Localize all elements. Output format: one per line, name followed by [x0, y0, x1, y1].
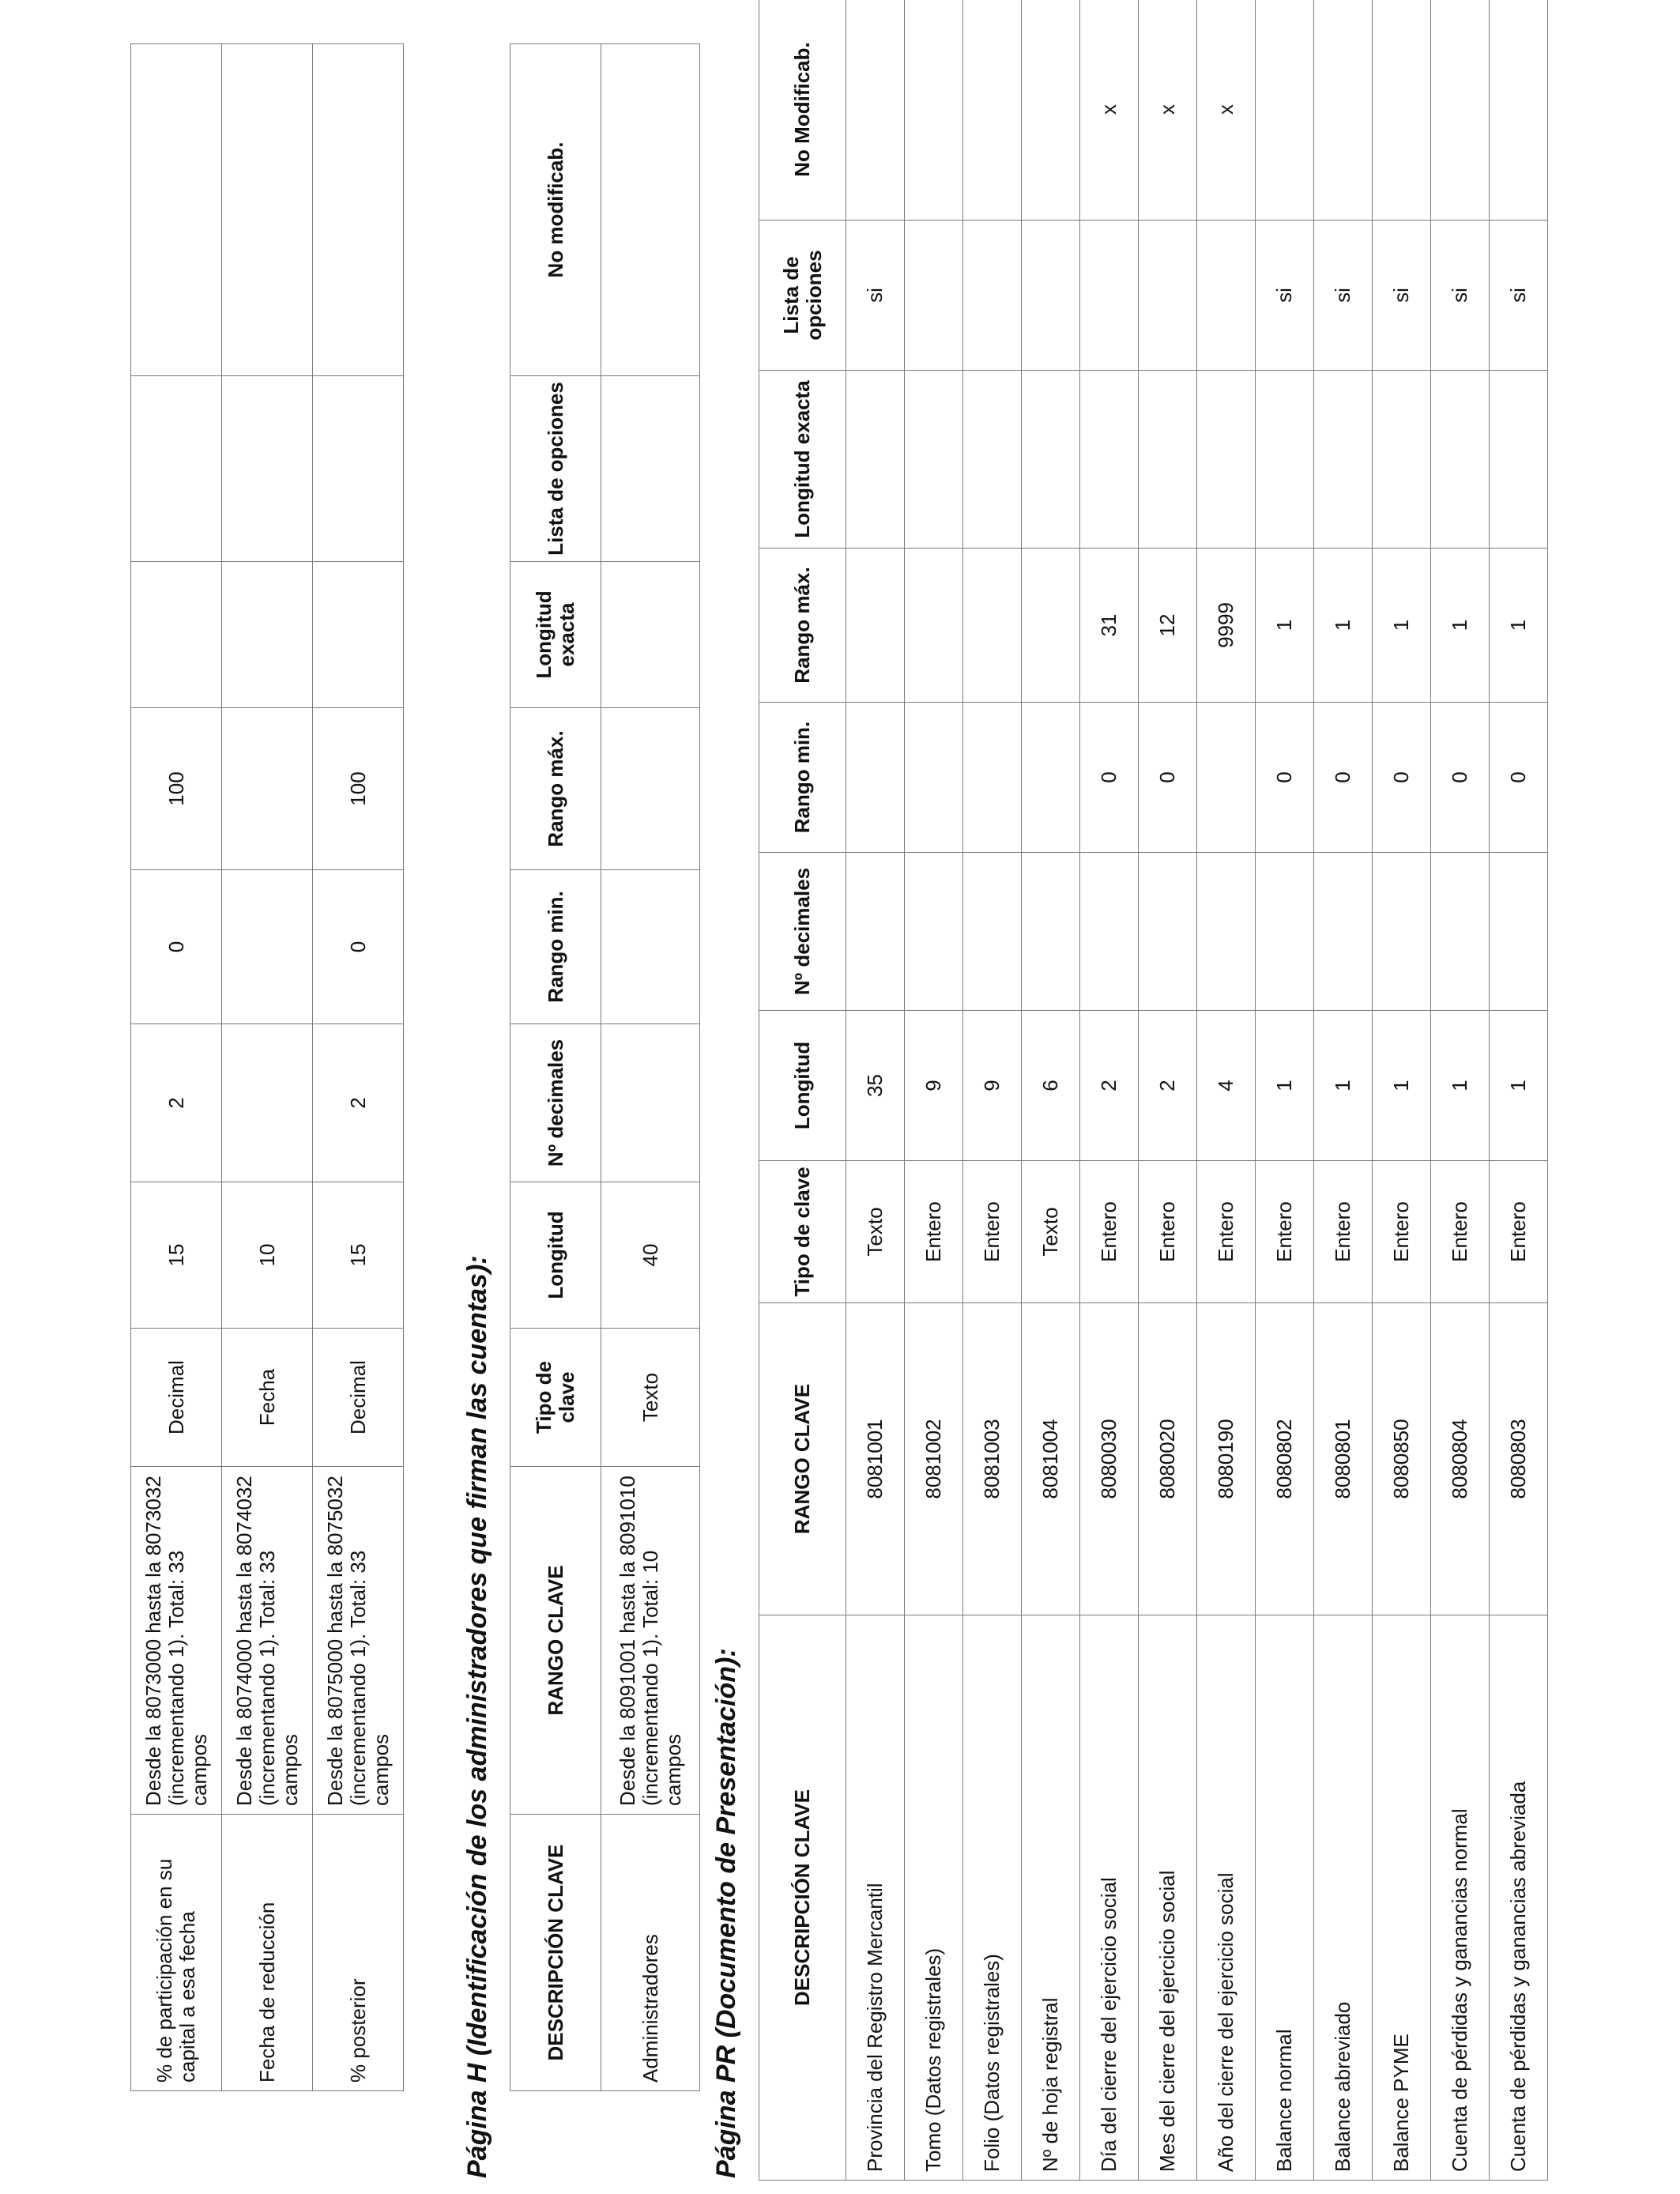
pr-cell-descripcion: Nº de hoja registral: [1022, 1615, 1080, 2181]
top-cell-descripcion: % posterior: [313, 1815, 404, 2091]
pr-cell-rango-clave: 8080030: [1080, 1303, 1139, 1615]
pr-row: [1256, 0, 1314, 2181]
top-cell-longitud-exacta: [313, 562, 404, 708]
pr-cell-num-decimales: [1139, 853, 1197, 1011]
pr-cell-lista-opciones: si: [846, 221, 905, 371]
pr-cell-rango-max: [905, 548, 963, 703]
pr-cell-no-modificable: [905, 0, 963, 221]
pr-cell-lista-opciones: si: [1314, 221, 1373, 371]
h-cell-num-decimales: [601, 1024, 700, 1182]
h-row: [601, 44, 700, 2091]
pr-cell-longitud-exacta: [1314, 371, 1373, 548]
pr-cell-descripcion: Folio (Datos registrales): [963, 1615, 1022, 2181]
pr-cell-no-modificable: [1373, 0, 1431, 221]
pr-cell-longitud-exacta: [1490, 371, 1548, 548]
top-cell-rango-max: 100: [131, 708, 222, 870]
pr-cell-rango-clave: 8080802: [1256, 1303, 1314, 1615]
pr-cell-tipo-clave: Entero: [1080, 1161, 1139, 1303]
pr-row: [905, 0, 963, 2181]
pr-cell-tipo-clave: Entero: [1490, 1161, 1548, 1303]
pr-cell-descripcion: Tomo (Datos registrales): [905, 1615, 963, 2181]
h-cell-rango-clave: Desde la 8091001 hasta la 8091010 (incrementando 1). Total: 10 campos: [601, 1467, 700, 1815]
top-cell-lista-opciones: [313, 376, 404, 562]
pr-cell-rango-max: 1: [1314, 548, 1373, 703]
pr-row: [963, 0, 1022, 2181]
pr-cell-rango-max: 1: [1373, 548, 1431, 703]
pr-cell-rango-clave: 8080804: [1431, 1303, 1490, 1615]
section-h-table: [510, 43, 700, 2091]
pr-cell-rango-min: 0: [1490, 703, 1548, 853]
top-cell-rango-min: 0: [131, 870, 222, 1024]
section-h-title: Página H (Identificación de los administradores que firman las cuentas):: [462, 1255, 492, 2178]
top-cell-descripcion: Fecha de reducción: [222, 1815, 313, 2091]
pr-header-rango-clave: RANGO CLAVE: [759, 1303, 846, 1615]
pr-cell-no-modificable: [1256, 0, 1314, 221]
pr-row: [846, 0, 905, 2181]
pr-row: [1080, 0, 1139, 2181]
h-header-longitud: Longitud: [510, 1182, 601, 1329]
top-cell-tipo-clave: Fecha: [222, 1329, 313, 1467]
pr-cell-rango-max: 31: [1080, 548, 1139, 703]
pr-cell-rango-clave: 8081004: [1022, 1303, 1080, 1615]
pr-cell-rango-max: [963, 548, 1022, 703]
pr-cell-longitud-exacta: [1256, 371, 1314, 548]
pr-cell-lista-opciones: [1197, 221, 1256, 371]
pr-cell-longitud-exacta: [1197, 371, 1256, 548]
pr-cell-descripcion: Mes del cierre del ejercicio social: [1139, 1615, 1197, 2181]
pr-cell-num-decimales: [1490, 853, 1548, 1011]
pr-cell-tipo-clave: Entero: [963, 1161, 1022, 1303]
pr-cell-rango-max: 12: [1139, 548, 1197, 703]
pr-cell-longitud-exacta: [963, 371, 1022, 548]
h-header-longitud-exacta: Longitud exacta: [510, 562, 601, 708]
pr-cell-longitud: 1: [1490, 1011, 1548, 1161]
pr-cell-tipo-clave: Entero: [1139, 1161, 1197, 1303]
top-cell-no-modificable: [222, 44, 313, 376]
h-cell-rango-min: [601, 870, 700, 1024]
pr-row: [1314, 0, 1373, 2181]
pr-cell-no-modificable: x: [1139, 0, 1197, 221]
pr-header-lista-opciones: Lista de opciones: [759, 221, 846, 371]
top-cell-rango-clave: Desde la 8074000 hasta la 8074032 (incrementando 1). Total: 33 campos: [222, 1467, 313, 1815]
pr-cell-rango-min: [963, 703, 1022, 853]
pr-cell-num-decimales: [905, 853, 963, 1011]
pr-cell-rango-min: 0: [1373, 703, 1431, 853]
pr-cell-rango-min: 0: [1139, 703, 1197, 853]
pr-cell-descripcion: Año del cierre del ejercicio social: [1197, 1615, 1256, 2181]
top-cell-no-modificable: [131, 44, 222, 376]
pr-cell-longitud: 4: [1197, 1011, 1256, 1161]
pr-cell-rango-clave: 8081002: [905, 1303, 963, 1615]
pr-cell-no-modificable: [1431, 0, 1490, 221]
h-header-tipo-clave: Tipo de clave: [510, 1329, 601, 1467]
pr-cell-rango-min: 0: [1080, 703, 1139, 853]
pr-cell-rango-min: [905, 703, 963, 853]
pr-cell-no-modificable: [846, 0, 905, 221]
pr-cell-lista-opciones: si: [1256, 221, 1314, 371]
pr-cell-longitud-exacta: [1139, 371, 1197, 548]
top-cell-rango-clave: Desde la 8073000 hasta la 8073032 (incrementando 1). Total: 33 campos: [131, 1467, 222, 1815]
h-cell-tipo-clave: Texto: [601, 1329, 700, 1467]
pr-cell-longitud: 1: [1431, 1011, 1490, 1161]
pr-cell-descripcion: Cuenta de pérdidas y ganancias normal: [1431, 1615, 1490, 2181]
pr-row: [1373, 0, 1431, 2181]
pr-cell-rango-clave: 8080803: [1490, 1303, 1548, 1615]
section-pr-table: [759, 0, 1548, 2181]
top-cell-rango-min: [222, 870, 313, 1024]
pr-cell-rango-max: 9999: [1197, 548, 1256, 703]
top-cell-lista-opciones: [222, 376, 313, 562]
top-cell-tipo-clave: Decimal: [313, 1329, 404, 1467]
pr-cell-rango-min: [1022, 703, 1080, 853]
pr-cell-num-decimales: [963, 853, 1022, 1011]
pr-cell-rango-clave: 8081003: [963, 1303, 1022, 1615]
pr-cell-longitud: 9: [963, 1011, 1022, 1161]
h-cell-lista-opciones: [601, 376, 700, 562]
pr-cell-longitud: 2: [1080, 1011, 1139, 1161]
pr-cell-num-decimales: [1373, 853, 1431, 1011]
top-row: [131, 44, 222, 2091]
h-cell-longitud-exacta: [601, 562, 700, 708]
pr-cell-num-decimales: [846, 853, 905, 1011]
pr-row: [1490, 0, 1548, 2181]
pr-cell-no-modificable: x: [1080, 0, 1139, 221]
pr-cell-tipo-clave: Texto: [846, 1161, 905, 1303]
pr-cell-lista-opciones: si: [1490, 221, 1548, 371]
pr-cell-num-decimales: [1431, 853, 1490, 1011]
top-cell-rango-max: 100: [313, 708, 404, 870]
pr-cell-longitud-exacta: [1431, 371, 1490, 548]
top-cell-no-modificable: [313, 44, 404, 376]
pr-cell-tipo-clave: Entero: [1373, 1161, 1431, 1303]
pr-cell-descripcion: Balance normal: [1256, 1615, 1314, 2181]
pr-header-num-decimales: Nº decimales: [759, 853, 846, 1011]
pr-row: [1139, 0, 1197, 2181]
top-cell-longitud-exacta: [222, 562, 313, 708]
h-header-no-modificable: No modificab.: [510, 44, 601, 376]
h-cell-longitud: 40: [601, 1182, 700, 1329]
pr-cell-lista-opciones: [1139, 221, 1197, 371]
pr-row: [1431, 0, 1490, 2181]
pr-header-tipo-clave: Tipo de clave: [759, 1161, 846, 1303]
pr-cell-tipo-clave: Entero: [1314, 1161, 1373, 1303]
top-cell-num-decimales: 2: [313, 1024, 404, 1182]
pr-cell-descripcion: Balance abreviado: [1314, 1615, 1373, 2181]
pr-cell-lista-opciones: [905, 221, 963, 371]
h-cell-no-modificable: [601, 44, 700, 376]
top-row: [222, 44, 313, 2091]
section-pr-title: Página PR (Documento de Presentación):: [711, 1648, 741, 2178]
pr-cell-longitud-exacta: [1373, 371, 1431, 548]
top-row: [313, 44, 404, 2091]
pr-cell-no-modificable: [1490, 0, 1548, 221]
top-cell-rango-clave: Desde la 8075000 hasta la 8075032 (incrementando 1). Total: 33 campos: [313, 1467, 404, 1815]
pr-cell-rango-max: 1: [1490, 548, 1548, 703]
pr-cell-longitud-exacta: [1080, 371, 1139, 548]
top-cell-lista-opciones: [131, 376, 222, 562]
pr-header-rango-min: Rango min.: [759, 703, 846, 853]
pr-cell-num-decimales: [1080, 853, 1139, 1011]
top-cell-descripcion: % de participación en su capital a esa fecha: [131, 1815, 222, 2091]
pr-cell-tipo-clave: Texto: [1022, 1161, 1080, 1303]
continuation-table: [130, 43, 404, 2091]
pr-cell-rango-min: 0: [1256, 703, 1314, 853]
h-header-rango-clave: RANGO CLAVE: [510, 1467, 601, 1815]
pr-cell-lista-opciones: [1080, 221, 1139, 371]
pr-row: [1197, 0, 1256, 2181]
pr-header-longitud-exacta: Longitud exacta: [759, 371, 846, 548]
h-header-rango-min: Rango min.: [510, 870, 601, 1024]
pr-cell-lista-opciones: [1022, 221, 1080, 371]
pr-cell-longitud: 1: [1373, 1011, 1431, 1161]
pr-cell-descripcion: Día del cierre del ejercicio social: [1080, 1615, 1139, 2181]
h-header-rango-max: Rango máx.: [510, 708, 601, 870]
pr-cell-rango-clave: 8080801: [1314, 1303, 1373, 1615]
pr-cell-rango-max: [846, 548, 905, 703]
pr-cell-longitud-exacta: [905, 371, 963, 548]
pr-cell-num-decimales: [1256, 853, 1314, 1011]
pr-cell-no-modificable: [963, 0, 1022, 221]
pr-cell-tipo-clave: Entero: [1431, 1161, 1490, 1303]
pr-cell-num-decimales: [1314, 853, 1373, 1011]
pr-cell-no-modificable: x: [1197, 0, 1256, 221]
pr-cell-longitud: 35: [846, 1011, 905, 1161]
pr-cell-rango-min: 0: [1314, 703, 1373, 853]
pr-cell-longitud-exacta: [846, 371, 905, 548]
pr-cell-num-decimales: [1197, 853, 1256, 1011]
top-cell-num-decimales: 2: [131, 1024, 222, 1182]
h-header-descripcion: DESCRIPCIÓN CLAVE: [510, 1815, 601, 2091]
top-cell-rango-min: 0: [313, 870, 404, 1024]
h-cell-rango-max: [601, 708, 700, 870]
pr-cell-lista-opciones: si: [1431, 221, 1490, 371]
pr-cell-rango-max: [1022, 548, 1080, 703]
pr-cell-rango-min: 0: [1431, 703, 1490, 853]
top-cell-longitud: 10: [222, 1182, 313, 1329]
h-header-lista-opciones: Lista de opciones: [510, 376, 601, 562]
pr-cell-descripcion: Balance PYME: [1373, 1615, 1431, 2181]
top-cell-longitud: 15: [313, 1182, 404, 1329]
pr-cell-tipo-clave: Entero: [1197, 1161, 1256, 1303]
pr-cell-num-decimales: [1022, 853, 1080, 1011]
pr-cell-lista-opciones: [963, 221, 1022, 371]
pr-header-longitud: Longitud: [759, 1011, 846, 1161]
pr-cell-rango-min: [1197, 703, 1256, 853]
h-cell-descripcion: Administradores: [601, 1815, 700, 2091]
pr-cell-rango-min: [846, 703, 905, 853]
pr-cell-rango-clave: 8081001: [846, 1303, 905, 1615]
pr-cell-rango-max: 1: [1431, 548, 1490, 703]
pr-cell-longitud-exacta: [1022, 371, 1080, 548]
pr-cell-tipo-clave: Entero: [1256, 1161, 1314, 1303]
pr-cell-longitud: 1: [1314, 1011, 1373, 1161]
pr-cell-longitud: 1: [1256, 1011, 1314, 1161]
pr-row: [1022, 0, 1080, 2181]
pr-cell-descripcion: Provincia del Registro Mercantil: [846, 1615, 905, 2181]
pr-cell-longitud: 2: [1139, 1011, 1197, 1161]
pr-cell-no-modificable: [1022, 0, 1080, 221]
pr-cell-lista-opciones: si: [1373, 221, 1431, 371]
pr-header-descripcion: DESCRIPCIÓN CLAVE: [759, 1615, 846, 2181]
pr-cell-rango-clave: 8080850: [1373, 1303, 1431, 1615]
pr-header-rango-max: Rango máx.: [759, 548, 846, 703]
top-cell-num-decimales: [222, 1024, 313, 1182]
pr-cell-descripcion: Cuenta de pérdidas y ganancias abreviada: [1490, 1615, 1548, 2181]
top-cell-longitud: 15: [131, 1182, 222, 1329]
top-cell-tipo-clave: Decimal: [131, 1329, 222, 1467]
pr-header-no-modificable: No Modificab.: [759, 0, 846, 221]
pr-cell-no-modificable: [1314, 0, 1373, 221]
top-cell-rango-max: [222, 708, 313, 870]
pr-cell-rango-clave: 8080190: [1197, 1303, 1256, 1615]
h-header-num-decimales: Nº decimales: [510, 1024, 601, 1182]
top-cell-longitud-exacta: [131, 562, 222, 708]
pr-cell-longitud: 9: [905, 1011, 963, 1161]
pr-cell-tipo-clave: Entero: [905, 1161, 963, 1303]
pr-cell-rango-clave: 8080020: [1139, 1303, 1197, 1615]
pr-cell-rango-max: 1: [1256, 548, 1314, 703]
pr-cell-longitud: 6: [1022, 1011, 1080, 1161]
